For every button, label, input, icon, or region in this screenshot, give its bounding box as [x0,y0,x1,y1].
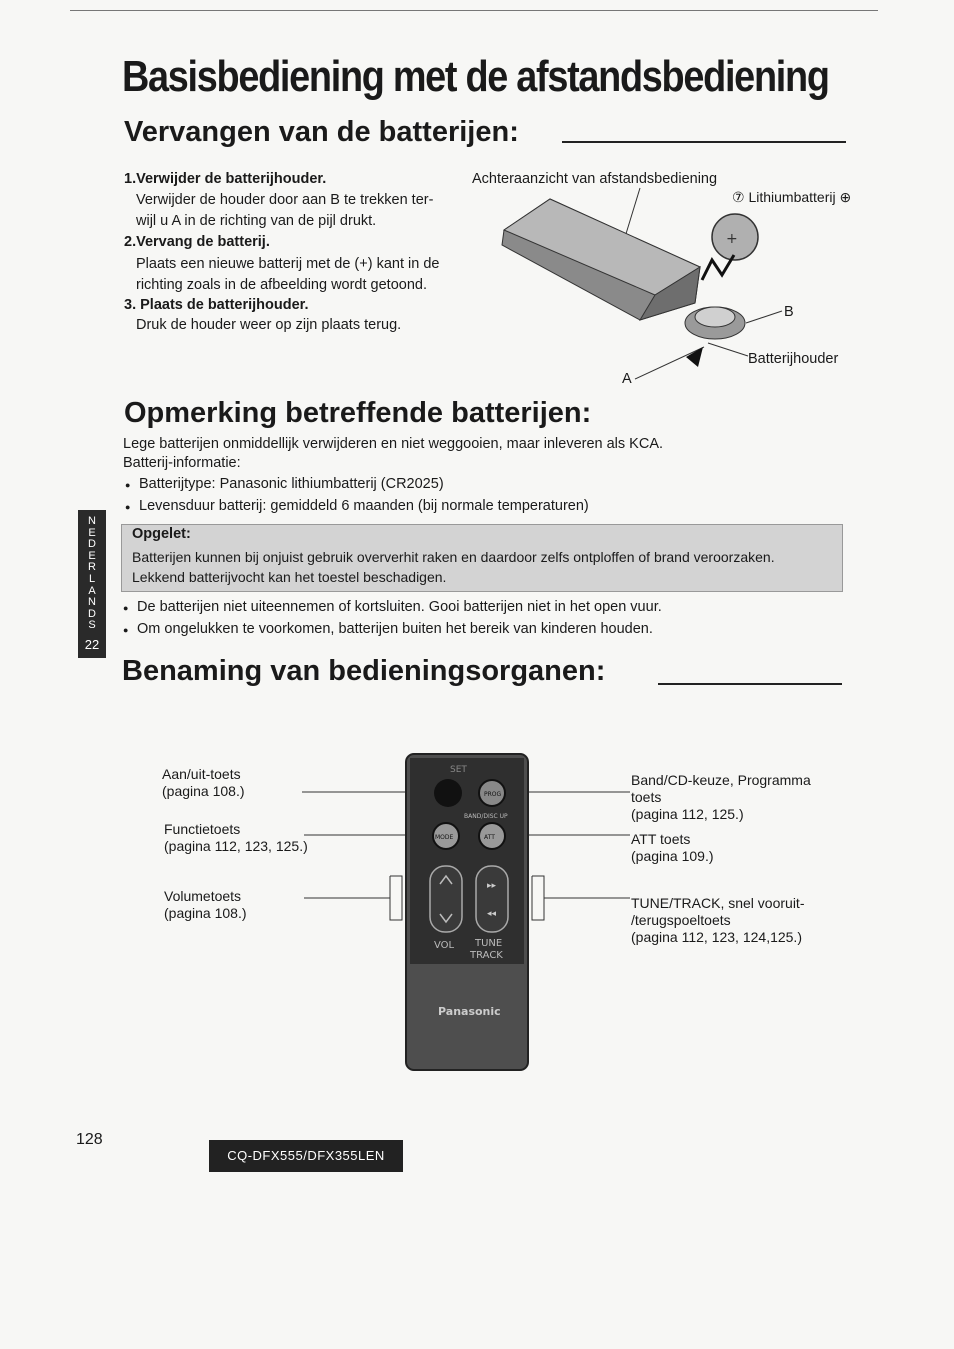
warning-line: Lekkend batterijvocht kan het toestel beschadigen. [132,569,447,585]
lithium-battery-label: ⑦ Lithiumbatterij ⊕ [732,189,852,205]
power-button [434,779,462,807]
top-rule [70,10,878,11]
label-att-button: ATT toets (pagina 109.) [631,831,714,864]
note-line: Batterij-informatie: [123,455,241,471]
step-2-title: 2.Vervang de batterij. [124,234,270,250]
model-number: CQ-DFX555/DFX355LEN [209,1140,403,1172]
label-b: B [784,304,794,320]
label-power-button: Aan/uit-toets (pagina 108.) [162,766,245,799]
bullet-item: ● De batterijen niet uiteennemen of kortsluiten. Gooi batterijen niet in het open vuur. [137,597,662,618]
step-3-title: 3. Plaats de batterijhouder. [124,297,309,313]
language-tab: N E D E R L A N D S 22 [78,510,106,658]
heading-rule [658,683,842,685]
page-number: 128 [76,1131,103,1148]
att-text: ATT [484,834,495,841]
bullet-item: ● Levensduur batterij: gemiddeld 6 maanden (bij normale temperaturen) [139,496,589,517]
brand-logo: Panasonic [438,1005,501,1018]
mode-text: MODE [435,834,454,841]
svg-text:+: + [726,231,738,247]
heading-battery-note: Opmerking betreffende batterijen: [124,397,592,429]
vol-text: VOL [434,940,455,951]
label-tune-track-button: TUNE/TRACK, snel vooruit- /terugspoeltoets (pagina 112, 123, 124,125.) [631,895,805,945]
warning-line: Batterijen kunnen bij onjuist gebruik oververhit raken en daardoor zelfs ontploffen of brand veroorzaken. [132,549,775,565]
bullet-item: ● Batterijtype: Panasonic lithiumbatterij (CR2025) [139,474,444,495]
remote-rear-illustration [502,199,700,320]
prog-text: PROG [484,791,502,798]
label-function-button: Functietoets (pagina 112, 123, 125.) [164,821,308,854]
remote-control-diagram [290,748,640,1078]
step-1-line: wijl u A in de richting van de pijl drukt. [136,213,377,229]
step-1-line: Verwijder de houder door aan B te trekken ter- [136,192,434,208]
page-title: Basisbediening met de afstandsbediening [122,52,829,101]
track-text: TRACK [470,950,503,961]
svg-text:◂◂: ◂◂ [487,909,497,919]
section-number: 22 [84,637,100,652]
set-text: SET [450,765,467,775]
label-volume-button: Volumetoets (pagina 108.) [164,888,247,921]
heading-rule [562,141,846,143]
label-a: A [622,371,632,387]
arrow-icon [686,347,703,367]
heading-controls: Benaming van bedieningsorganen: [122,655,606,687]
label-band-prog-button: Band/CD-keuze, Programma toets (pagina 112, 125.) [631,772,811,822]
step-3-line: Druk de houder weer op zijn plaats terug. [136,317,402,333]
heading-battery-replace: Vervangen van de batterijen: [124,116,519,148]
step-1-title: 1.Verwijder de batterijhouder. [124,171,327,187]
diagram-caption: Achteraanzicht van afstandsbediening [472,171,718,187]
step-2-line: Plaats een nieuwe batterij met de (+) kant in de [136,256,440,272]
tune-track-rocker [476,866,508,932]
note-line: Lege batterijen onmiddellijk verwijderen en niet weggooien, maar inleveren als KCA. [123,436,664,452]
svg-text:▸▸: ▸▸ [487,881,497,891]
battery-holder-label: Batterijhouder [748,351,839,367]
bullet-item: ● Om ongelukken te voorkomen, batterijen buiten het bereik van kinderen houden. [137,619,653,640]
step-2-line: richting zoals in de afbeelding wordt getoond. [136,277,427,293]
band-text: BAND/DISC UP [464,813,508,820]
tune-text: TUNE [475,938,503,949]
warning-title: Opgelet: [132,526,191,542]
